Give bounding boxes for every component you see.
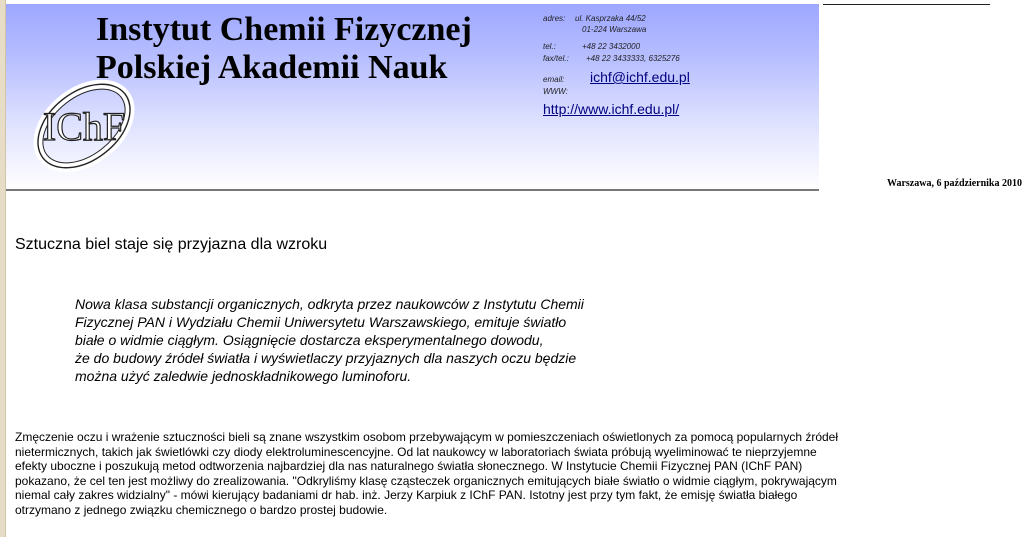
lead-line: białe o widmie ciągłym. Osiągnięcie dostarcza eksperymentalnego dowodu,: [75, 332, 544, 348]
tel-value: +48 22 3432000: [582, 42, 641, 51]
lead-line: Nowa klasa substancji organicznych, odkryta przez naukowców z Instytutu Chemii: [75, 296, 584, 312]
lead-line: Fizycznej PAN i Wydziału Chemii Uniwersytetu Warszawskiego, emituje światło: [75, 314, 567, 330]
address-line2: 01-224 Warszawa: [582, 25, 647, 34]
lead-line: że do budowy źródeł światła i wyświetlaczy przyjaznych dla naszych oczu będzie: [75, 350, 577, 366]
body-line: efekty uboczne i poszukują metod odtworzenia najbardziej dla nas naturalnego światła słonecznego. W Instytucie Chemii Fizycznej PAN (IChF PAN): [15, 459, 803, 473]
lead-paragraph: [75, 295, 695, 385]
article-headline: Sztuczna biel staje się przyjazna dla wzroku: [15, 236, 328, 253]
www-label: WWW:: [543, 87, 568, 96]
address-line1: ul. Kasprzaka 44/52: [575, 14, 646, 23]
date-line: Warszawa, 6 października 2010: [887, 178, 1022, 189]
fax-value: +48 22 3433333, 6325276: [586, 54, 680, 63]
email-link[interactable]: ichf@ichf.edu.pl: [590, 69, 690, 85]
tel-label: tel.:: [543, 42, 556, 51]
logo-text: IChF: [42, 104, 126, 149]
letterhead: [6, 4, 819, 189]
body-line: Zmęczenie oczu i wrażenie sztuczności bieli są znane wszystkim osobom przebywającym w pomieszczeniach oświetlonych za pomocą popularnych źródeł: [15, 430, 839, 444]
body-paragraph: [15, 430, 1020, 517]
ichf-logo: [24, 64, 150, 184]
body-line: pokazano, że cel ten jest możliwy do zrealizowania. "Odkryliśmy klasę cząsteczek organicznych emitujących białe światło o widmie ciągłym, pokrywającym: [15, 473, 837, 488]
body-line: otrzymano z jednego związku chemicznego o bardzo prostej budowie.: [15, 502, 388, 517]
address-label: adres:: [543, 14, 566, 23]
body-line: niemal cały zakres widzialny" - mówi kierujący badaniami dr hab. inż. Jerzy Karpiuk z IChF PAN. Istotny jest przy tym fakt, że emisję światła białego: [15, 488, 798, 502]
website-link[interactable]: http://www.ichf.edu.pl/: [543, 101, 680, 117]
body-line: nietermicznych, takich jak świetlówki czy diody elektroluminescencyjne. Od lat naukowcy w laboratoriach świata próbują wyeliminować te nieprzyjemne: [15, 444, 817, 459]
top-rule-line: [823, 4, 990, 5]
lead-line: można użyć zaledwie jednoskładnikowego luminoforu.: [75, 368, 412, 384]
institute-name-line2: Polskiej Akademii Nauk: [96, 49, 448, 86]
institute-name-line1: Instytut Chemii Fizycznej: [96, 11, 472, 48]
header-divider: [6, 189, 819, 191]
fax-label: fax/tel.:: [543, 54, 569, 63]
email-label: email:: [543, 75, 565, 84]
